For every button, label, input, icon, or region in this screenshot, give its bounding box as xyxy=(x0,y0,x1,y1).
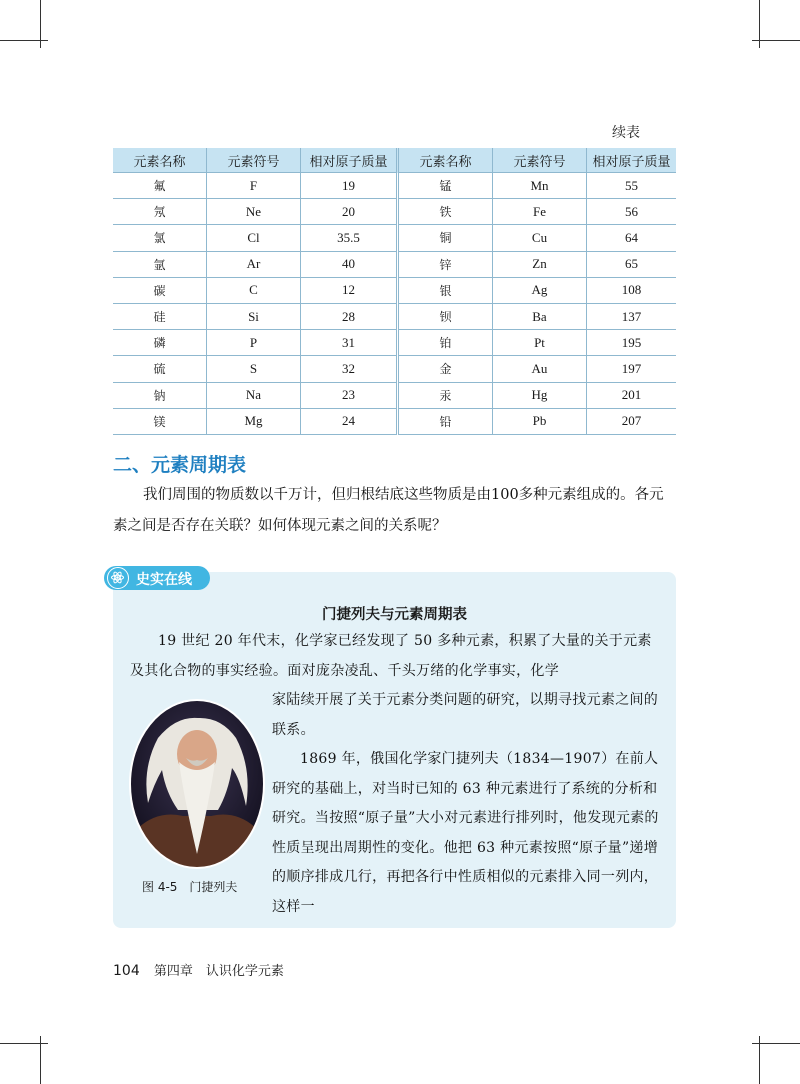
atomic-mass-cell: 24 xyxy=(301,408,398,434)
figure-caption: 图 4-5 门捷列夫 xyxy=(142,880,238,894)
atomic-mass-cell: 40 xyxy=(301,251,398,277)
crop-mark xyxy=(0,1043,48,1044)
atomic-mass-cell: 31 xyxy=(301,330,398,356)
table-row xyxy=(113,330,676,356)
element-name-cell: 磷 xyxy=(113,330,207,356)
element-symbol-cell: Mn xyxy=(493,173,587,199)
element-name-cell: 铁 xyxy=(398,199,493,225)
element-name-cell: 锰 xyxy=(398,173,493,199)
element-name-cell: 铂 xyxy=(398,330,493,356)
atomic-mass-cell: 201 xyxy=(587,382,677,408)
element-symbol-cell: Ba xyxy=(493,303,587,329)
table-row xyxy=(113,382,676,408)
table-row xyxy=(113,408,676,434)
element-symbol-cell: Ne xyxy=(207,199,301,225)
atomic-mass-cell: 207 xyxy=(587,408,677,434)
element-name-cell: 氖 xyxy=(113,199,207,225)
element-name-cell: 硫 xyxy=(113,356,207,382)
element-symbol-cell: Cl xyxy=(207,225,301,251)
history-paragraph-1: 19 世纪 20 年代末，化学家已经发现了 50 多种元素，积累了大量的关于元素及其化合物的事实经验。面对庞杂凌乱、千头万绪的化学事实，化学 xyxy=(130,633,652,679)
atomic-mass-cell: 20 xyxy=(301,199,398,225)
table-header-row xyxy=(113,148,676,173)
element-name-cell: 钡 xyxy=(398,303,493,329)
table-row xyxy=(113,251,676,277)
atomic-mass-cell: 55 xyxy=(587,173,677,199)
history-box-title: 门捷列夫与元素周期表 xyxy=(322,607,467,623)
atomic-mass-cell: 195 xyxy=(587,330,677,356)
element-name-cell: 硅 xyxy=(113,303,207,329)
history-paragraph-2: 1869 年，俄国化学家门捷列夫（1834—1907）在前人研究的基础上，对当时已知的 63 种元素进行了系统的分析和研究。当按照“原子量”大小对元素进行排列时，他发现元素的性质呈现出周期性的变化。他把 63 种元素按照“原子量”递增的顺序排成几行，再把各行中性质相似的元素排入同一列内，这样一 xyxy=(272,751,659,915)
element-symbol-cell: Pb xyxy=(493,408,587,434)
atomic-mass-cell: 28 xyxy=(301,303,398,329)
element-name-cell: 汞 xyxy=(398,382,493,408)
atomic-mass-cell: 19 xyxy=(301,173,398,199)
element-table xyxy=(113,148,676,435)
page-footer xyxy=(113,960,284,979)
atomic-mass-cell: 108 xyxy=(587,277,677,303)
header-element-name: 元素名称 xyxy=(113,148,207,173)
atomic-mass-cell: 12 xyxy=(301,277,398,303)
section-intro-paragraph: 我们周围的物质数以千万计，但归根结底这些物质是由100多种元素组成的。各元素之间是否存在关联？如何体现元素之间的关系呢？ xyxy=(113,487,664,534)
mendeleev-portrait xyxy=(128,698,266,870)
element-symbol-cell: Mg xyxy=(207,408,301,434)
element-symbol-cell: Pt xyxy=(493,330,587,356)
element-symbol-cell: Zn xyxy=(493,251,587,277)
element-name-cell: 铅 xyxy=(398,408,493,434)
table-row xyxy=(113,277,676,303)
element-name-cell: 钠 xyxy=(113,382,207,408)
element-name-cell: 氯 xyxy=(113,225,207,251)
table-row xyxy=(113,199,676,225)
element-symbol-cell: F xyxy=(207,173,301,199)
atomic-mass-cell: 197 xyxy=(587,356,677,382)
page-number: 104 xyxy=(113,963,140,979)
element-symbol-cell: Hg xyxy=(493,382,587,408)
crop-mark xyxy=(752,1043,800,1044)
header-element-name: 元素名称 xyxy=(398,148,493,173)
element-symbol-cell: Si xyxy=(207,303,301,329)
element-name-cell: 银 xyxy=(398,277,493,303)
table-row xyxy=(113,303,676,329)
atomic-mass-cell: 35.5 xyxy=(301,225,398,251)
table-row xyxy=(113,225,676,251)
crop-mark xyxy=(752,40,800,41)
history-label-text: 史实在线 xyxy=(136,572,192,588)
element-name-cell: 氩 xyxy=(113,251,207,277)
chapter-title: 第四章 认识化学元素 xyxy=(153,964,284,979)
header-element-symbol: 元素符号 xyxy=(493,148,587,173)
history-paragraph-1-continued: 家陆续开展了关于元素分类问题的研究，以期寻找元素之间的联系。 xyxy=(272,692,659,738)
element-name-cell: 氟 xyxy=(113,173,207,199)
atom-badge-icon xyxy=(107,567,129,589)
atomic-mass-cell: 65 xyxy=(587,251,677,277)
table-continued-label: 续表 xyxy=(612,125,640,141)
element-symbol-cell: S xyxy=(207,356,301,382)
element-name-cell: 金 xyxy=(398,356,493,382)
atomic-mass-cell: 23 xyxy=(301,382,398,408)
element-symbol-cell: Fe xyxy=(493,199,587,225)
element-symbol-cell: Na xyxy=(207,382,301,408)
header-atomic-mass: 相对原子质量 xyxy=(587,148,677,173)
element-name-cell: 镁 xyxy=(113,408,207,434)
table-row xyxy=(113,356,676,382)
element-symbol-cell: P xyxy=(207,330,301,356)
atomic-mass-cell: 32 xyxy=(301,356,398,382)
element-name-cell: 锌 xyxy=(398,251,493,277)
element-symbol-cell: C xyxy=(207,277,301,303)
atomic-mass-cell: 56 xyxy=(587,199,677,225)
element-name-cell: 碳 xyxy=(113,277,207,303)
history-label-tab xyxy=(104,566,210,590)
section-title: 二、元素周期表 xyxy=(113,454,247,476)
element-symbol-cell: Ag xyxy=(493,277,587,303)
atomic-mass-cell: 137 xyxy=(587,303,677,329)
element-symbol-cell: Ar xyxy=(207,251,301,277)
element-name-cell: 铜 xyxy=(398,225,493,251)
crop-mark xyxy=(0,40,48,41)
table-row xyxy=(113,173,676,199)
header-atomic-mass: 相对原子质量 xyxy=(301,148,398,173)
element-symbol-cell: Cu xyxy=(493,225,587,251)
header-element-symbol: 元素符号 xyxy=(207,148,301,173)
atomic-mass-cell: 64 xyxy=(587,225,677,251)
element-symbol-cell: Au xyxy=(493,356,587,382)
